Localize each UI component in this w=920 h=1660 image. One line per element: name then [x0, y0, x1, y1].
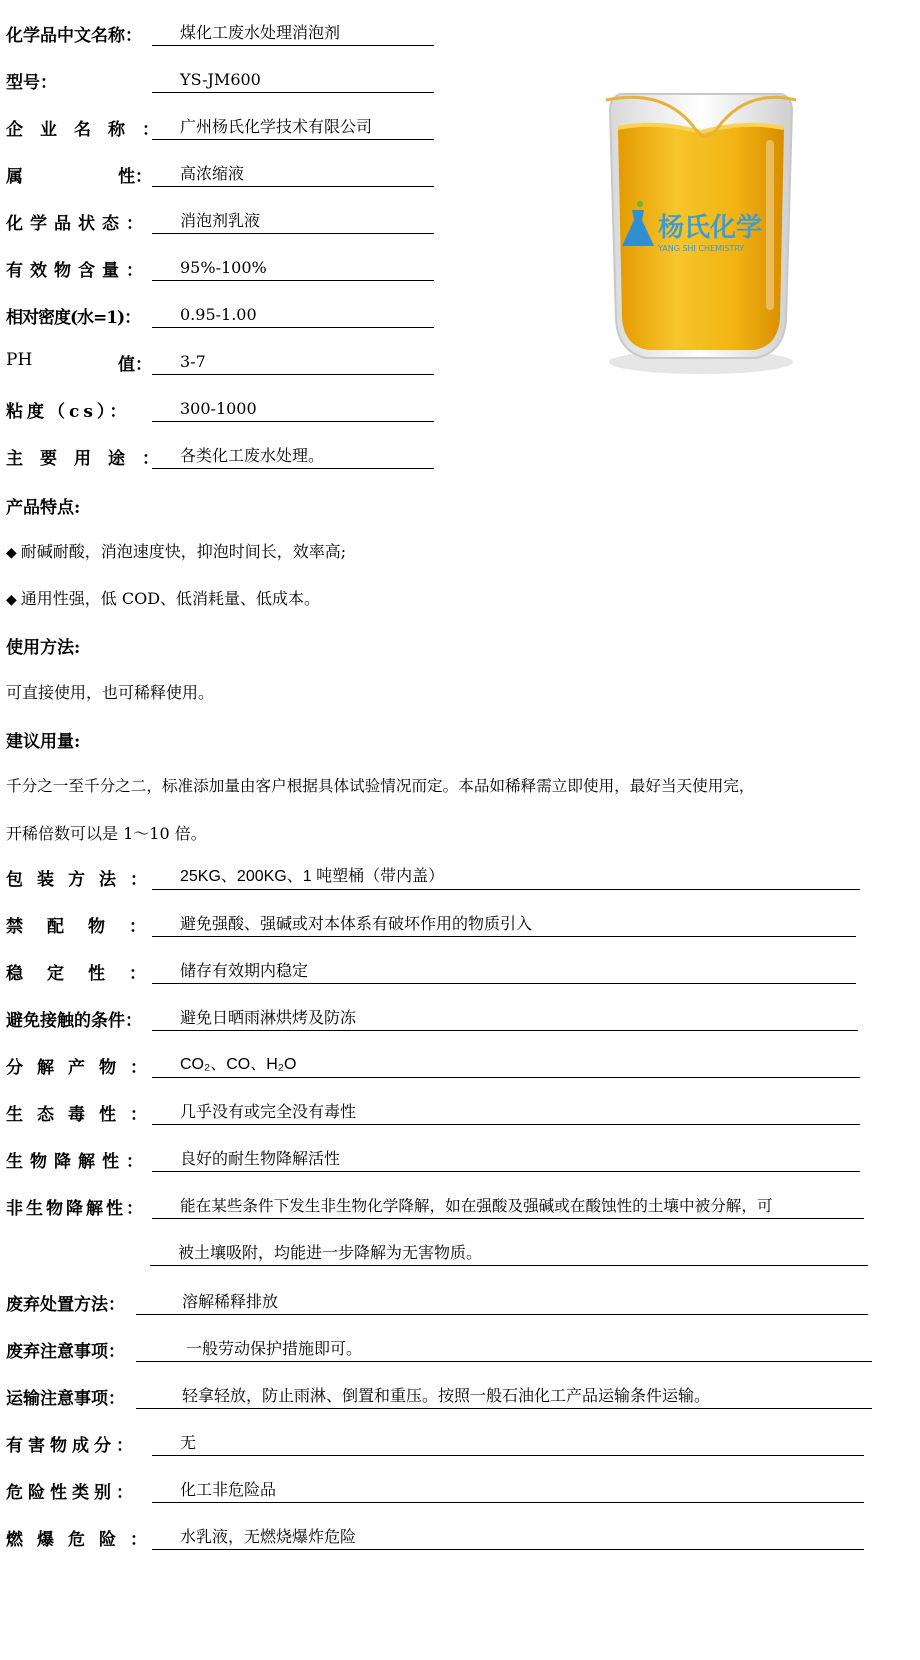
field-label: 化学品状态：: [6, 214, 150, 234]
brand-logo-subtext: YANG SHI CHEMISTRY: [658, 244, 745, 253]
field-stability: [6, 954, 856, 984]
field-label: 避免接触的条件：: [6, 1011, 142, 1031]
field-label: 生态毒性：: [6, 1105, 161, 1125]
field-abiotic-degradation: [6, 1189, 864, 1219]
field-value: 溶解稀释排放: [136, 1292, 868, 1315]
field-property: [6, 157, 434, 187]
field-abiotic-degradation-cont: [150, 1236, 868, 1266]
field-value: 煤化工废水处理消泡剂: [152, 23, 434, 46]
field-hazardous-components: [6, 1426, 864, 1456]
field-density: [6, 298, 434, 328]
field-value: 能在某些条件下发生非生物化学降解，如在强酸及强碱或在酸蚀性的土壤中被分解，可: [152, 1196, 864, 1219]
field-explosion-hazard: [6, 1520, 864, 1550]
field-value: 各类化工废水处理。: [152, 446, 434, 469]
field-label: 非生物降解性：: [6, 1199, 146, 1219]
field-ecotoxicity: [6, 1095, 860, 1125]
field-label: 主要用途：: [6, 449, 176, 469]
field-label: 生物降解性：: [6, 1152, 150, 1172]
field-label: 粘度（cs）：: [6, 402, 131, 422]
product-beaker-image: [596, 70, 806, 380]
field-label: 有效物含量：: [6, 261, 150, 281]
usage-text: 可直接使用，也可稀释使用。: [6, 683, 215, 702]
field-decomposition: [6, 1048, 860, 1078]
field-value: YS-JM600: [152, 70, 434, 93]
field-active-content: [6, 251, 434, 281]
field-value: 消泡剂乳液: [152, 211, 434, 234]
usage-heading: 使用方法:: [6, 638, 81, 658]
field-value: 一般劳动保护措施即可。: [136, 1339, 872, 1362]
field-value: 无: [152, 1433, 864, 1456]
field-biodegradability: [6, 1142, 860, 1172]
field-disposal-method: [6, 1285, 868, 1315]
field-value: CO₂、CO、H₂O: [152, 1055, 860, 1078]
field-value: 300-1000: [152, 399, 434, 422]
field-value: 良好的耐生物降解活性: [152, 1149, 860, 1172]
field-label: 危险性类别：: [6, 1483, 138, 1503]
field-state: [6, 204, 434, 234]
field-value: 储存有效期内稳定: [152, 961, 856, 984]
field-label: 企业名称：: [6, 120, 176, 140]
field-value: 化工非危险品: [152, 1480, 864, 1503]
field-packaging: [6, 860, 860, 890]
field-incompatible: [6, 907, 856, 937]
field-model: [6, 63, 434, 93]
field-label: 分解产物：: [6, 1058, 161, 1078]
field-label: 相对密度(水=1)：: [6, 308, 141, 328]
bullet-icon: ◆: [6, 592, 17, 608]
feature-item: ◆ 通用性强，低 COD、低消耗量、低成本。: [6, 589, 321, 608]
bullet-icon: ◆: [6, 545, 17, 561]
field-label: 运输注意事项：: [6, 1389, 125, 1409]
field-label: 化学品中文名称：: [6, 26, 142, 46]
field-hazard-class: [6, 1473, 864, 1503]
dosage-heading: 建议用量:: [6, 732, 81, 752]
field-label: 禁配物：: [6, 917, 170, 937]
features-heading: 产品特点:: [6, 498, 81, 518]
field-label: 废弃处置方法：: [6, 1295, 125, 1315]
field-label: 型号：: [6, 73, 57, 93]
field-value: 3-7: [152, 352, 434, 375]
dosage-text-line2: 开稀倍数可以是 1～10 倍。: [6, 824, 207, 843]
field-value: 被土壤吸附，均能进一步降解为无害物质。: [150, 1243, 868, 1266]
field-disposal-notes: [6, 1332, 872, 1362]
field-value: 95%-100%: [152, 258, 434, 281]
field-label: 废弃注意事项：: [6, 1342, 125, 1362]
field-ph: [6, 345, 434, 375]
field-value: 避免强酸、强碱或对本体系有破坏作用的物质引入: [152, 914, 856, 937]
field-value: 几乎没有或完全没有毒性: [152, 1102, 860, 1125]
brand-logo-text: 杨氏化学: [658, 213, 763, 243]
field-value: 轻拿轻放，防止雨淋、倒置和重压。按照一般石油化工产品运输条件运输。: [136, 1386, 872, 1409]
field-transport-notes: [6, 1379, 872, 1409]
field-value: 0.95-1.00: [152, 305, 434, 328]
field-company: [6, 110, 434, 140]
field-value: 避免日晒雨淋烘烤及防冻: [152, 1008, 858, 1031]
field-value: 高浓缩液: [152, 164, 434, 187]
field-label: PH 值：: [6, 350, 152, 375]
field-value: 水乳液，无燃烧爆炸危险: [152, 1527, 864, 1550]
field-label: 稳定性：: [6, 964, 170, 984]
field-viscosity: [6, 392, 434, 422]
feature-item: ◆ 耐碱耐酸，消泡速度快，抑泡时间长，效率高;: [6, 542, 347, 561]
field-chinese-name: [6, 16, 434, 46]
field-label: 包装方法：: [6, 870, 161, 890]
field-usage: [6, 439, 434, 469]
field-label: 属 性：: [6, 167, 152, 187]
dosage-text-line1: 千分之一至千分之二，标准添加量由客户根据具体试验情况而定。本品如稀释需立即使用，最好当天使用完，: [6, 777, 755, 795]
field-avoid-conditions: [6, 1001, 858, 1031]
field-value: 广州杨氏化学技术有限公司: [152, 117, 434, 140]
field-label: 燃爆危险：: [6, 1530, 161, 1550]
field-label: 有害物成分：: [6, 1436, 138, 1456]
field-value: 25KG、200KG、1 吨塑桶（带内盖）: [152, 867, 860, 890]
